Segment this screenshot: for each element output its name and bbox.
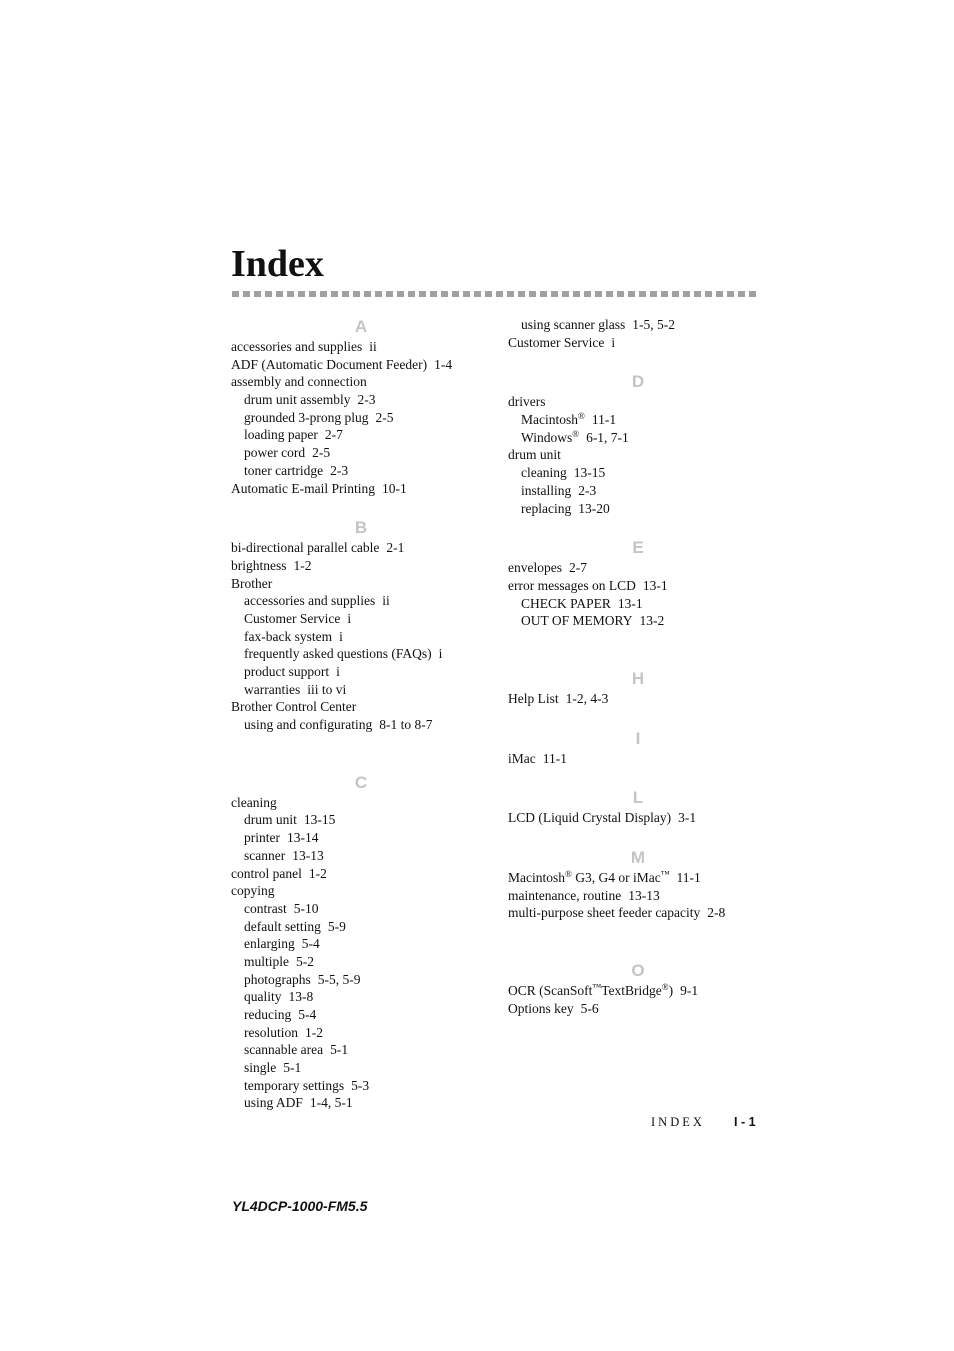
- index-entry: [231, 356, 491, 374]
- entry-term: installing: [521, 482, 572, 498]
- page-refs: 13-2: [639, 613, 665, 629]
- index-subentry: [231, 953, 491, 971]
- section-letter: D: [631, 372, 645, 392]
- index-entry: [508, 393, 768, 411]
- index-entry: [231, 557, 491, 575]
- entry-term: OUT OF MEMORY: [521, 613, 633, 629]
- index-subentry: [231, 409, 491, 427]
- entry-term: toner cartridge: [244, 462, 324, 478]
- superscript-mark: ™: [660, 869, 670, 879]
- entry-term: Customer Service: [508, 334, 605, 350]
- entry-term: contrast: [244, 900, 287, 916]
- entry-term: ADF (Automatic Document Feeder): [231, 356, 428, 372]
- section-letter: M: [630, 848, 646, 867]
- entry-term: error messages on LCD: [508, 577, 636, 593]
- entry-term: quality: [244, 989, 282, 1005]
- section-letter: I: [635, 728, 641, 748]
- entry-term: multiple: [244, 953, 289, 969]
- entry-term: frequently asked questions (FAQs): [244, 646, 432, 662]
- index-entry: [231, 338, 491, 356]
- section-letter: C: [354, 772, 368, 792]
- index-section: [508, 668, 768, 708]
- entry-term: scanner: [244, 847, 286, 863]
- superscript-mark: ®: [578, 411, 585, 422]
- index-entry: [508, 690, 768, 708]
- entry-term: copying: [231, 883, 275, 899]
- index-column-left: [231, 316, 491, 1132]
- entry-term: replacing: [521, 500, 572, 516]
- section-letter: E: [632, 538, 644, 558]
- index-subentry: [231, 971, 491, 989]
- page-refs: 13-1: [642, 577, 668, 593]
- entry-term: printer: [244, 830, 280, 846]
- index-subentry: [508, 482, 768, 500]
- index-entry: [231, 794, 491, 812]
- entry-term: assembly and connection: [231, 374, 367, 390]
- index-subentry: [231, 988, 491, 1006]
- index-entry: [231, 865, 491, 883]
- entry-term: bi-directional parallel cable: [231, 540, 380, 556]
- page-refs: 2-7: [568, 560, 587, 576]
- index-subentry: [231, 811, 491, 829]
- entry-term: iMac: [508, 750, 536, 766]
- index-section: [231, 517, 491, 752]
- superscript-mark: ®: [565, 869, 572, 879]
- entry-term: drivers: [508, 394, 546, 410]
- index-subentry: [508, 464, 768, 482]
- page-refs: i: [438, 646, 443, 662]
- index-subentry: [231, 900, 491, 918]
- entry-term: Options key: [508, 1000, 574, 1016]
- entry-term: using ADF: [244, 1095, 303, 1111]
- entry-term: single: [244, 1060, 277, 1076]
- entry-term: Help List: [508, 690, 559, 706]
- entry-term: Automatic E-mail Printing: [231, 480, 375, 496]
- page-refs: 13-15: [303, 812, 336, 828]
- entry-term: using and configurating: [244, 717, 373, 733]
- page-refs: 5-10: [293, 900, 319, 916]
- entry-term: power cord: [244, 445, 306, 461]
- index-entry: [508, 982, 768, 1000]
- entry-term: grounded 3-prong plug: [244, 409, 369, 425]
- page-refs: 5-3: [351, 1077, 370, 1093]
- index-entry: [508, 446, 768, 464]
- index-entry: [231, 882, 491, 900]
- index-subentry: [508, 500, 768, 518]
- index-entry: [231, 575, 491, 593]
- entry-term: CHECK PAPER: [521, 595, 611, 611]
- page-number: I - 1: [734, 1115, 756, 1129]
- index-subentry: [231, 628, 491, 646]
- index-subentry: [231, 1077, 491, 1095]
- entry-term: warranties: [244, 681, 301, 697]
- entry-term: Windows: [521, 429, 573, 445]
- page-refs: i: [611, 334, 616, 350]
- entry-term: drum unit: [508, 447, 561, 463]
- index-entry: [231, 373, 491, 391]
- index-subentry: [231, 426, 491, 444]
- index-section: [508, 316, 768, 351]
- entry-term: Brother Control Center: [231, 699, 357, 715]
- page-refs: 1-2, 4-3: [565, 690, 609, 706]
- entry-term: cleaning: [521, 465, 567, 481]
- entry-term: multi-purpose sheet feeder capacity: [508, 905, 701, 921]
- entry-term: brightness: [231, 557, 287, 573]
- blank-line: [508, 630, 768, 648]
- entry-term: maintenance, routine: [508, 887, 622, 903]
- index-section: [508, 960, 768, 1017]
- page-refs: iii to vi: [307, 681, 347, 697]
- index-subentry: [508, 316, 768, 334]
- index-section: [231, 316, 491, 497]
- index-section: [231, 772, 491, 1112]
- index-section: [508, 787, 768, 827]
- index-subentry: [231, 592, 491, 610]
- index-subentry: [231, 1041, 491, 1059]
- page-refs: 5-2: [296, 953, 314, 969]
- entry-term: product support: [244, 664, 330, 679]
- page-refs: i: [347, 610, 352, 626]
- section-letter: B: [354, 518, 368, 538]
- entry-term: accessories and supplies: [231, 339, 363, 354]
- page-refs: i: [336, 664, 340, 679]
- page-refs: 5-4: [298, 1007, 317, 1022]
- page-refs: 2-8: [707, 905, 726, 921]
- page-refs: 5-9: [327, 918, 346, 934]
- entry-term: drum unit assembly: [244, 392, 351, 408]
- entry-term-cont: TextBridge: [601, 983, 662, 999]
- page-refs: 10-1: [381, 480, 407, 496]
- index-subentry: [231, 829, 491, 847]
- page-refs: 13-15: [573, 465, 606, 481]
- index-subentry: [231, 1059, 491, 1077]
- page-refs: ii: [382, 593, 390, 609]
- blank-line: [508, 922, 768, 940]
- page-refs: 13-1: [617, 595, 643, 611]
- page-refs: 2-5: [312, 445, 331, 461]
- index-subentry: [508, 612, 768, 630]
- page-refs: 5-5, 5-9: [317, 971, 361, 987]
- index-subentry: [231, 935, 491, 953]
- entry-term: resolution: [244, 1024, 298, 1040]
- entry-term: default setting: [244, 918, 321, 934]
- index-entry: [508, 577, 768, 595]
- page-refs: 11-1: [542, 750, 567, 766]
- entry-term: temporary settings: [244, 1077, 345, 1093]
- entry-term: Brother: [231, 575, 273, 591]
- index-entry: [508, 334, 768, 352]
- page-refs: 6-1, 7-1: [586, 429, 629, 445]
- index-subentry: [231, 645, 491, 663]
- entry-term: loading paper: [244, 427, 318, 443]
- index-subentry: [231, 444, 491, 462]
- index-subentry: [508, 411, 768, 429]
- entry-term: using scanner glass: [521, 317, 626, 332]
- index-section: [508, 537, 768, 648]
- page-refs: 2-3: [578, 482, 597, 498]
- page-refs: 2-7: [324, 427, 343, 443]
- superscript-mark: ®: [661, 982, 669, 993]
- index-entry: [508, 750, 768, 768]
- index-subentry: [231, 847, 491, 865]
- entry-term: envelopes: [508, 560, 562, 576]
- entry-term: LCD (Liquid Crystal Display): [508, 810, 672, 826]
- section-letter: H: [631, 668, 645, 688]
- index-section: [508, 728, 768, 768]
- index-entry: [231, 698, 491, 716]
- section-letter: O: [631, 961, 645, 981]
- page-refs: 9-1: [680, 983, 699, 999]
- index-subentry: [231, 681, 491, 699]
- index-section: [508, 847, 768, 940]
- page-refs: 5-4: [301, 936, 320, 952]
- index-subentry: [231, 1094, 491, 1112]
- index-subentry: [231, 918, 491, 936]
- document-code: YL4DCP-1000-FM5.5: [232, 1198, 368, 1214]
- index-subentry: [231, 716, 491, 734]
- page-refs: 13-8: [288, 989, 314, 1005]
- entry-term: OCR (ScanSoft: [508, 983, 593, 999]
- index-column-right: [508, 316, 768, 1037]
- page-refs: 2-1: [386, 540, 405, 556]
- entry-term: Macintosh: [521, 412, 578, 428]
- page-refs: 2-3: [330, 462, 349, 478]
- entry-term: Customer Service: [244, 610, 341, 626]
- blank-line: [231, 734, 491, 752]
- page-refs: 1-2: [293, 557, 312, 573]
- entry-term: scannable area: [244, 1042, 324, 1058]
- page-refs: 13-20: [578, 500, 610, 516]
- section-letter: A: [354, 317, 368, 336]
- superscript-mark: ®: [572, 428, 580, 439]
- page-refs: 1-5, 5-2: [632, 317, 675, 332]
- entry-term: photographs: [244, 971, 311, 987]
- entry-term: enlarging: [244, 936, 295, 952]
- page-refs: 5-1: [283, 1060, 302, 1076]
- index-entry: [508, 869, 768, 887]
- index-entry: [231, 480, 491, 498]
- page-refs: i: [339, 628, 343, 644]
- page-refs: 5-6: [580, 1000, 599, 1016]
- page-refs: 1-4, 5-1: [309, 1095, 353, 1111]
- title-dotted-rule: [232, 291, 758, 297]
- page-refs: 11-1: [676, 870, 701, 885]
- page-refs: ii: [369, 339, 377, 354]
- index-section: [508, 371, 768, 517]
- page-refs: 13-14: [287, 830, 319, 846]
- section-letter: L: [632, 788, 644, 808]
- index-subentry: [231, 1006, 491, 1024]
- page-refs: 3-1: [678, 810, 697, 826]
- page-refs: 1-4: [434, 356, 453, 372]
- index-subentry: [508, 429, 768, 447]
- index-entry: [231, 539, 491, 557]
- index-entry: [508, 887, 768, 905]
- index-subentry: [231, 610, 491, 628]
- entry-term: fax-back system: [244, 628, 333, 644]
- entry-term-cont: G3, G4 or iMac: [571, 870, 661, 885]
- index-entry: [508, 1000, 768, 1018]
- page-refs: 1-2: [308, 865, 327, 881]
- entry-term: control panel: [231, 865, 302, 881]
- index-subentry: [508, 595, 768, 613]
- entry-term: accessories and supplies: [244, 593, 376, 609]
- index-entry: [508, 809, 768, 827]
- entry-term: cleaning: [231, 794, 277, 810]
- running-head: INDEX: [651, 1115, 705, 1129]
- page-refs: 5-1: [330, 1042, 349, 1058]
- page-refs: 13-13: [292, 847, 324, 863]
- index-subentry: [231, 663, 491, 681]
- index-subentry: [231, 462, 491, 480]
- page-refs: 2-3: [357, 392, 376, 408]
- index-entry: [508, 559, 768, 577]
- superscript-mark: ™: [592, 982, 602, 993]
- entry-term-cont: ): [668, 983, 674, 999]
- page-refs: 1-2: [305, 1024, 323, 1040]
- page-refs: 11-1: [591, 412, 617, 428]
- entry-term: Macintosh: [508, 870, 565, 885]
- page-refs: 8-1 to 8-7: [379, 717, 433, 733]
- page-title: Index: [231, 243, 324, 285]
- index-subentry: [231, 1024, 491, 1042]
- index-entry: [508, 904, 768, 922]
- entry-term: drum unit: [244, 812, 297, 828]
- entry-term: reducing: [244, 1007, 292, 1022]
- page-refs: 13-13: [628, 887, 660, 903]
- page-refs: 2-5: [375, 409, 394, 425]
- index-subentry: [231, 391, 491, 409]
